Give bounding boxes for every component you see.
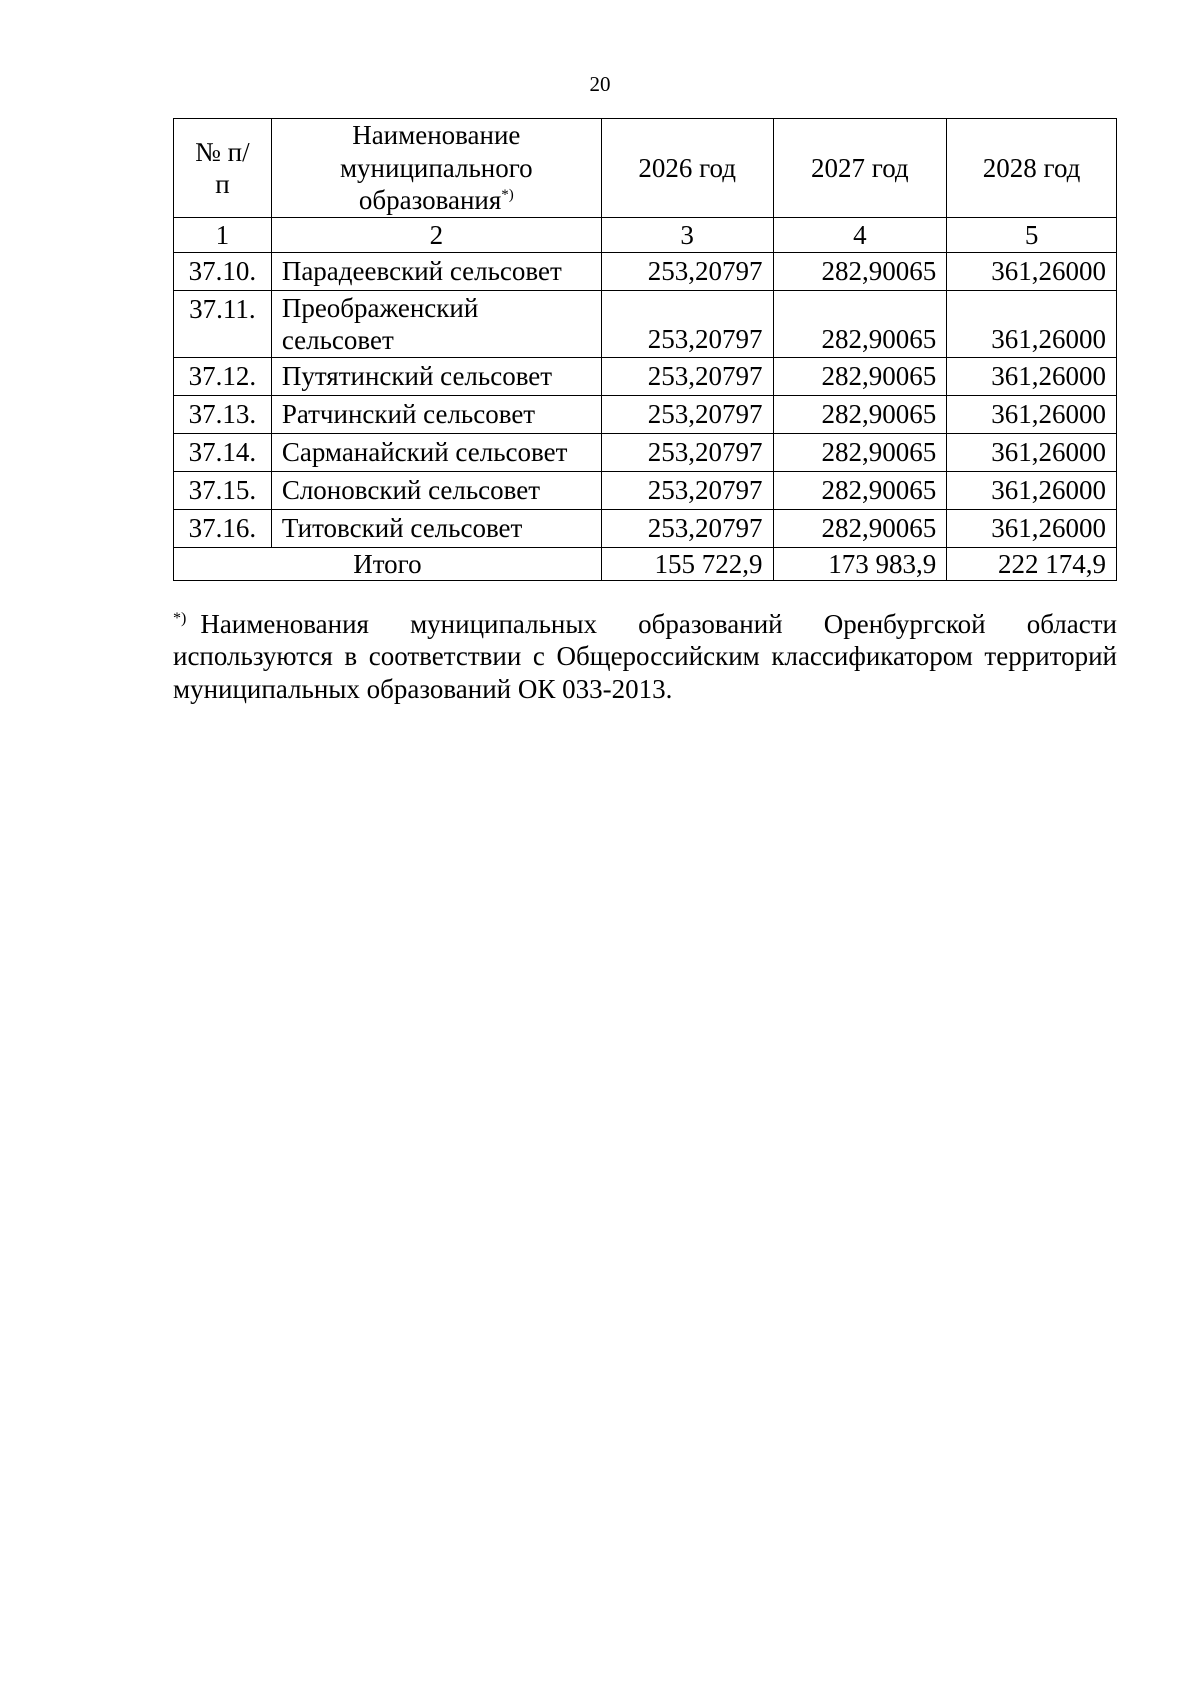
value-2028: 361,26000 bbox=[947, 291, 1117, 358]
table-row bbox=[174, 396, 1117, 434]
row-name: Слоновский сельсовет bbox=[271, 472, 601, 510]
column-index-row bbox=[174, 218, 1117, 253]
column-index: 3 bbox=[601, 218, 773, 253]
value-2026: 253,20797 bbox=[601, 396, 773, 434]
value-2028: 361,26000 bbox=[947, 396, 1117, 434]
total-2026: 155 722,9 bbox=[601, 548, 773, 581]
footnote-mark: *) bbox=[173, 610, 187, 627]
row-name: Титовский сельсовет bbox=[271, 510, 601, 548]
value-2026: 253,20797 bbox=[601, 291, 773, 358]
row-name: Преображенский сельсовет bbox=[271, 291, 601, 358]
header-2027: 2027 год bbox=[773, 119, 947, 218]
row-name: Путятинский сельсовет bbox=[271, 358, 601, 396]
column-index: 5 bbox=[947, 218, 1117, 253]
value-2028: 361,26000 bbox=[947, 253, 1117, 291]
column-index: 2 bbox=[271, 218, 601, 253]
header-name-text: Наименование муниципального образования bbox=[339, 120, 533, 216]
row-name: Сарманайский сельсовет bbox=[271, 434, 601, 472]
row-number: 37.12. bbox=[174, 358, 272, 396]
row-number: 37.14. bbox=[174, 434, 272, 472]
total-2028: 222 174,9 bbox=[947, 548, 1117, 581]
total-2027: 173 983,9 bbox=[773, 548, 947, 581]
row-number: 37.16. bbox=[174, 510, 272, 548]
column-index: 1 bbox=[174, 218, 272, 253]
total-row bbox=[174, 548, 1117, 581]
header-num: № п/п bbox=[174, 119, 272, 218]
value-2026: 253,20797 bbox=[601, 253, 773, 291]
table-row bbox=[174, 253, 1117, 291]
value-2027: 282,90065 bbox=[773, 472, 947, 510]
table-row bbox=[174, 358, 1117, 396]
header-2028: 2028 год bbox=[947, 119, 1117, 218]
budget-table bbox=[173, 118, 1117, 581]
row-number: 37.10. bbox=[174, 253, 272, 291]
table-header-row bbox=[174, 119, 1117, 218]
row-number: 37.11. bbox=[174, 291, 272, 358]
value-2028: 361,26000 bbox=[947, 472, 1117, 510]
table-row bbox=[174, 434, 1117, 472]
page-number: 20 bbox=[589, 72, 611, 96]
header-name-mark: *) bbox=[501, 187, 514, 204]
table-row bbox=[174, 291, 1117, 358]
value-2027: 282,90065 bbox=[773, 510, 947, 548]
value-2027: 282,90065 bbox=[773, 291, 947, 358]
footnote bbox=[173, 608, 1117, 705]
value-2028: 361,26000 bbox=[947, 510, 1117, 548]
row-name: Ратчинский сельсовет bbox=[271, 396, 601, 434]
value-2028: 361,26000 bbox=[947, 358, 1117, 396]
value-2026: 253,20797 bbox=[601, 358, 773, 396]
table-row bbox=[174, 510, 1117, 548]
value-2026: 253,20797 bbox=[601, 510, 773, 548]
header-2026: 2026 год bbox=[601, 119, 773, 218]
value-2027: 282,90065 bbox=[773, 358, 947, 396]
value-2027: 282,90065 bbox=[773, 253, 947, 291]
value-2027: 282,90065 bbox=[773, 396, 947, 434]
value-2027: 282,90065 bbox=[773, 434, 947, 472]
header-name bbox=[271, 119, 601, 218]
total-label: Итого bbox=[174, 548, 602, 581]
row-number: 37.13. bbox=[174, 396, 272, 434]
value-2028: 361,26000 bbox=[947, 434, 1117, 472]
column-index: 4 bbox=[773, 218, 947, 253]
table-row bbox=[174, 472, 1117, 510]
row-name: Парадеевский сельсовет bbox=[271, 253, 601, 291]
footnote-text: Наименования муниципальных образований Оренбургской области используются в соответствии с Общероссийским классификатором территорий муниципальных образований ОК 033-2013. bbox=[173, 609, 1117, 704]
value-2026: 253,20797 bbox=[601, 472, 773, 510]
value-2026: 253,20797 bbox=[601, 434, 773, 472]
row-number: 37.15. bbox=[174, 472, 272, 510]
